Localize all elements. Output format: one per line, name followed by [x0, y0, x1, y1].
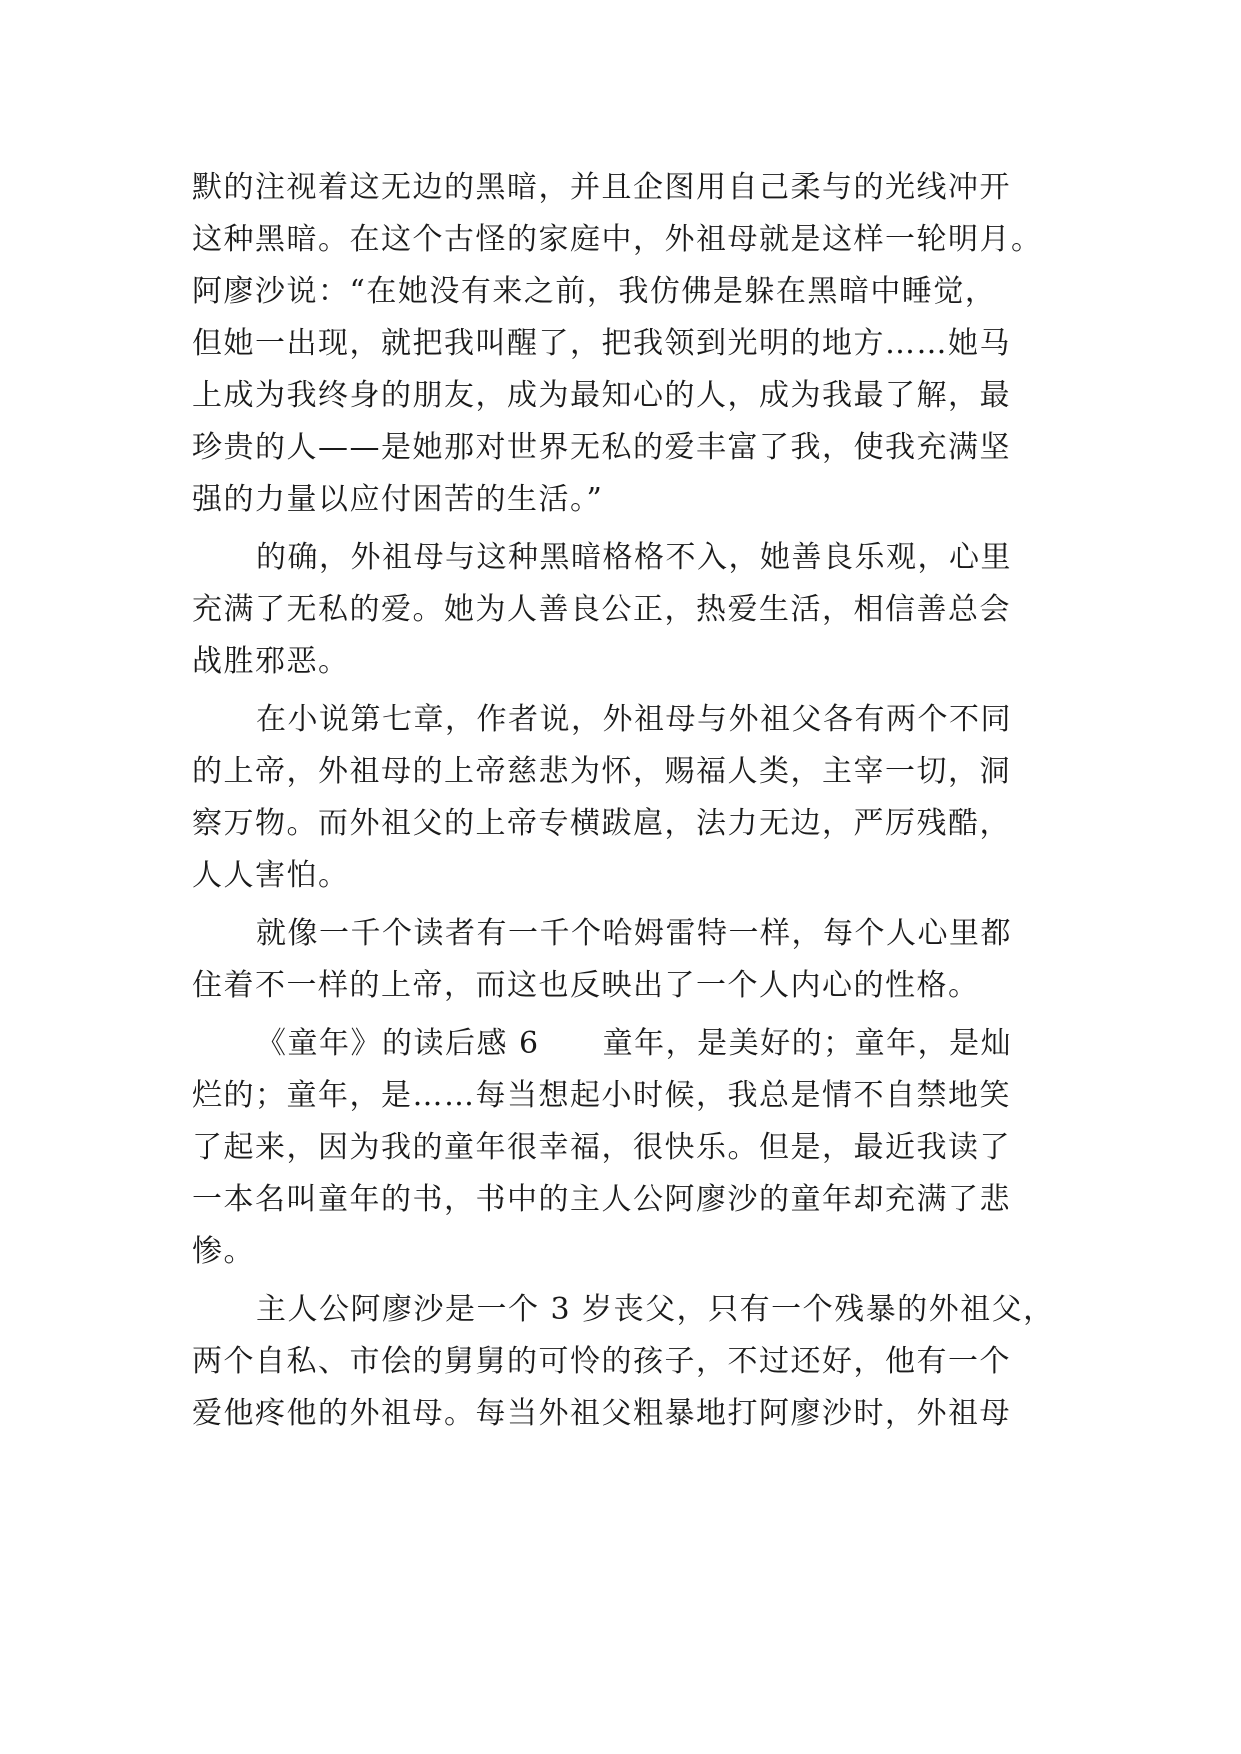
text-line: 充满了无私的爱。她为人善良公正，热爱生活，相信善总会 [192, 592, 1011, 627]
text-line: 察万物。而外祖父的上帝专横跋扈，法力无边，严厉残酷， [192, 806, 1011, 841]
text-line: 阿廖沙说：“在她没有来之前，我仿佛是躲在黑暗中睡觉， [192, 274, 997, 309]
text-line: 爱他疼他的外祖母。每当外祖父粗暴地打阿廖沙时，外祖母 [192, 1396, 1011, 1431]
text-line: 惨。 [192, 1234, 255, 1269]
text-line: 烂的；童年，是……每当想起小时候，我总是情不自禁地笑 [192, 1078, 1011, 1113]
text-line: 一本名叫童年的书，书中的主人公阿廖沙的童年却充满了悲 [192, 1182, 1011, 1217]
text-line: 默的注视着这无边的黑暗，并且企图用自己柔与的光线冲开 [192, 170, 1011, 205]
paragraph-first-line: 《童年》的读后感 6 童年，是美好的；童年，是灿 [256, 1026, 1013, 1061]
paragraph-first-line: 的确，外祖母与这种黑暗格格不入，她善良乐观，心里 [256, 540, 1012, 575]
text-line: 的上帝，外祖母的上帝慈悲为怀，赐福人类，主宰一切，洞 [192, 754, 1011, 789]
text-line: 上成为我终身的朋友，成为最知心的人，成为我最了解，最 [192, 378, 1011, 413]
text-line: 两个自私、市侩的舅舅的可怜的孩子，不过还好，他有一个 [192, 1344, 1011, 1379]
text-line: 了起来，因为我的童年很幸福，很快乐。但是，最近我读了 [192, 1130, 1011, 1165]
paragraph-first-line: 主人公阿廖沙是一个 3 岁丧父，只有一个残暴的外祖父， [256, 1292, 1055, 1327]
text-line: 但她一出现，就把我叫醒了，把我领到光明的地方……她马 [192, 326, 1011, 361]
text-line: 珍贵的人——是她那对世界无私的爱丰富了我，使我充满坚 [192, 430, 1011, 465]
document-body [192, 162, 1064, 1440]
text-line: 人人害怕。 [192, 858, 350, 893]
text-line: 强的力量以应付困苦的生活。” [192, 482, 604, 517]
text-line: 这种黑暗。在这个古怪的家庭中，外祖母就是这样一轮明月。 [192, 222, 1043, 257]
paragraph-first-line: 在小说第七章，作者说，外祖母与外祖父各有两个不同 [256, 702, 1012, 737]
text-line: 住着不一样的上帝，而这也反映出了一个人内心的性格。 [192, 968, 980, 1003]
text-line: 战胜邪恶。 [192, 644, 350, 679]
paragraph-first-line: 就像一千个读者有一千个哈姆雷特一样，每个人心里都 [256, 916, 1012, 951]
